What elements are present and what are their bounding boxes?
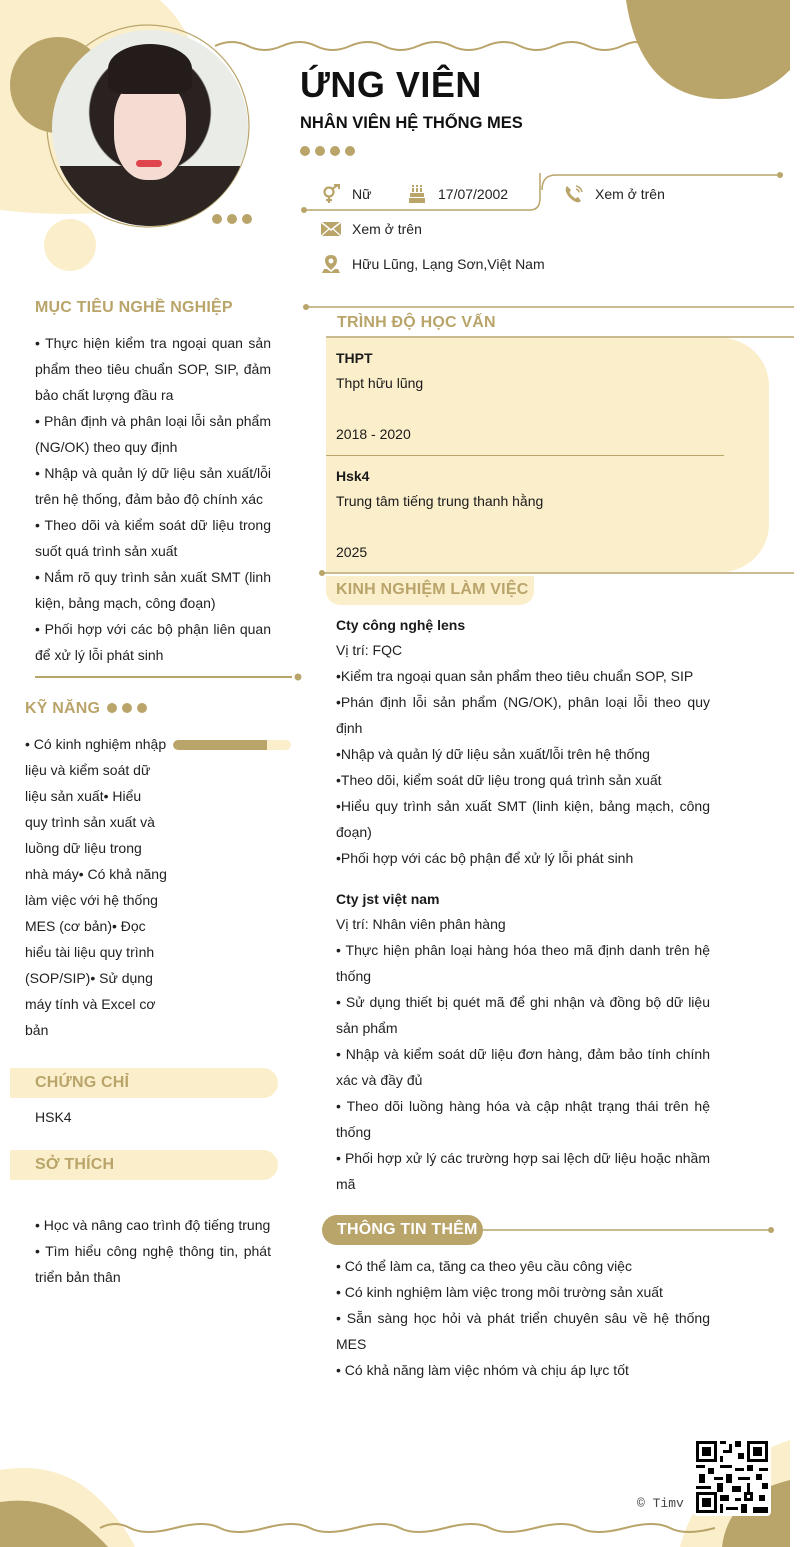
experience-duty: •Nhập và quản lý dữ liệu sản xuất/lỗi trên hệ thống (336, 746, 650, 762)
experience-title: KINH NGHIỆM LÀM VIỆC (336, 581, 529, 598)
education-school: Trung tâm tiếng trung thanh hằng (336, 493, 544, 509)
list-item: • Có thể làm ca, tăng ca theo yêu cầu công việc (336, 1258, 632, 1274)
list-item: • Sẵn sàng học hỏi và phát triển chuyên sâu về hệ thống MES (336, 1310, 710, 1352)
list-item: • Có kinh nghiệm làm việc trong môi trường sản xuất (336, 1284, 663, 1300)
list-item: • Phối hợp với các bộ phận liên quan để xử lý lỗi phát sinh (35, 621, 271, 663)
email-info (320, 219, 422, 239)
education-title: TRÌNH ĐỘ HỌC VẤN (337, 314, 496, 331)
experience-duty: •Theo dõi, kiểm soát dữ liệu trong quá trình sản xuất (336, 772, 662, 788)
address-info (320, 254, 545, 274)
experience-duty: • Sử dụng thiết bị quét mã để ghi nhận và đồng bộ dữ liệu sản phẩm (336, 994, 710, 1036)
decor-dots (300, 146, 355, 156)
envelope-icon (320, 219, 342, 239)
education-item (336, 466, 716, 562)
experience-item (336, 613, 710, 871)
experience-position: Vị trí: FQC (336, 642, 403, 658)
experience-company: Cty công nghệ lens (336, 617, 466, 633)
candidate-name: ỨNG VIÊN (300, 64, 482, 105)
education-school: Thpt hữu lũng (336, 375, 424, 391)
additional-info-title: THÔNG TIN THÊM (337, 1221, 478, 1238)
list-item: • Tìm hiểu công nghệ thông tin, phát triển bản thân (35, 1243, 271, 1285)
copyright-text: © Timv (637, 1496, 684, 1511)
education-period: 2025 (336, 544, 368, 560)
job-title: NHÂN VIÊN HỆ THỐNG MES (300, 114, 523, 132)
avatar (52, 30, 248, 226)
experience-duty: • Nhập và kiểm soát dữ liệu đơn hàng, đảm bảo tính chính xác và đầy đủ (336, 1046, 710, 1088)
gender-value: Nữ (352, 186, 372, 202)
avatar-hair (108, 44, 192, 94)
experience-duty: • Thực hiện phân loại hàng hóa theo mã định danh trên hệ thống (336, 942, 710, 984)
decor-circle-top-right (626, 0, 790, 99)
qr-code-icon (696, 1441, 768, 1513)
education-divider (326, 455, 724, 456)
phone-icon (563, 184, 585, 204)
list-item: • Học và nâng cao trình độ tiếng trung (35, 1217, 271, 1233)
experience-item (336, 887, 710, 1197)
career-objective-list (35, 330, 271, 668)
education-period: 2018 - 2020 (336, 426, 411, 442)
phone-value: Xem ở trên (595, 186, 665, 202)
hobbies-title: SỞ THÍCH (35, 1156, 115, 1173)
experience-duty: •Phán định lỗi sản phẩm (NG/OK), phân loại lỗi theo quy định (336, 694, 710, 736)
list-item: • Theo dõi và kiểm soát dữ liệu trong suốt quá trình sản xuất (35, 517, 271, 559)
experience-duty: • Theo dõi luồng hàng hóa và cập nhật trạng thái trên hệ thống (336, 1098, 710, 1140)
experience-duty: • Phối hợp xử lý các trường hợp sai lệch dữ liệu hoặc nhầm mã (336, 1150, 710, 1192)
decor-wave-bottom (100, 1524, 715, 1532)
email-value: Xem ở trên (352, 221, 422, 237)
education-degree: THPT (336, 350, 373, 366)
skills-title: KỸ NĂNG (25, 700, 101, 717)
skill-level-fill (173, 740, 267, 750)
experience-duty: •Phối hợp với các bộ phận để xử lý lỗi phát sinh (336, 850, 634, 866)
education-degree: Hsk4 (336, 468, 370, 484)
list-item: • Nhập và quản lý dữ liệu sản xuất/lỗi trên hệ thống, đảm bảo độ chính xác (35, 465, 271, 507)
hobbies-list (35, 1212, 271, 1290)
career-objective-title: MỤC TIÊU NGHỀ NGHIỆP (35, 299, 233, 316)
experience-position: Vị trí: Nhân viên phân hàng (336, 916, 506, 932)
experience-company: Cty jst việt nam (336, 891, 440, 907)
qr-code[interactable] (693, 1438, 771, 1516)
birthday-cake-icon (406, 184, 428, 204)
birthday-info (406, 184, 508, 204)
list-item: • Phân định và phân loại lỗi sản phẩm (NG/OK) theo quy định (35, 413, 271, 455)
skill-level-bar (173, 740, 291, 750)
gender-icon (320, 184, 342, 204)
decor-wave-top (215, 42, 640, 50)
phone-info (563, 184, 665, 204)
skill-item-text: • Có kinh nghiệm nhập liệu và kiểm soát dữ liệu sản xuất• Hiểu quy trình sản xuất và luồng dữ liệu trong nhà máy• Có khả năng làm việc với hệ thống MES (cơ bản)• Đọc hiểu tài liệu quy trình (SOP/SIP)• Sử dụng máy tính và Excel cơ bản (25, 736, 167, 1038)
certificates-title: CHỨNG CHỈ (35, 1074, 130, 1091)
skills-decor-dots (107, 703, 147, 713)
gender-info (320, 184, 371, 204)
birthday-value: 17/07/2002 (438, 186, 509, 202)
experience-duty: •Kiểm tra ngoại quan sản phẩm theo tiêu chuẩn SOP, SIP (336, 668, 694, 684)
list-item: • Thực hiện kiểm tra ngoại quan sản phẩm theo tiêu chuẩn SOP, SIP, đảm bảo chất lượng đầu ra (35, 335, 271, 403)
address-value: Hữu Lũng, Lạng Sơn,Việt Nam (352, 256, 545, 272)
list-item: • Nắm rõ quy trình sản xuất SMT (linh kiện, bảng mạch, công đoạn) (35, 569, 271, 611)
additional-info-list (336, 1253, 710, 1383)
list-item: • Có khả năng làm việc nhóm và chịu áp lực tốt (336, 1362, 629, 1378)
location-pin-icon (320, 254, 342, 274)
avatar-lips (136, 160, 162, 167)
certificate-item: HSK4 (35, 1109, 72, 1125)
experience-duty: •Hiểu quy trình sản xuất SMT (linh kiện, bảng mạch, công đoạn) (336, 798, 710, 840)
decor-circle-light (44, 219, 96, 271)
education-item (336, 348, 716, 444)
